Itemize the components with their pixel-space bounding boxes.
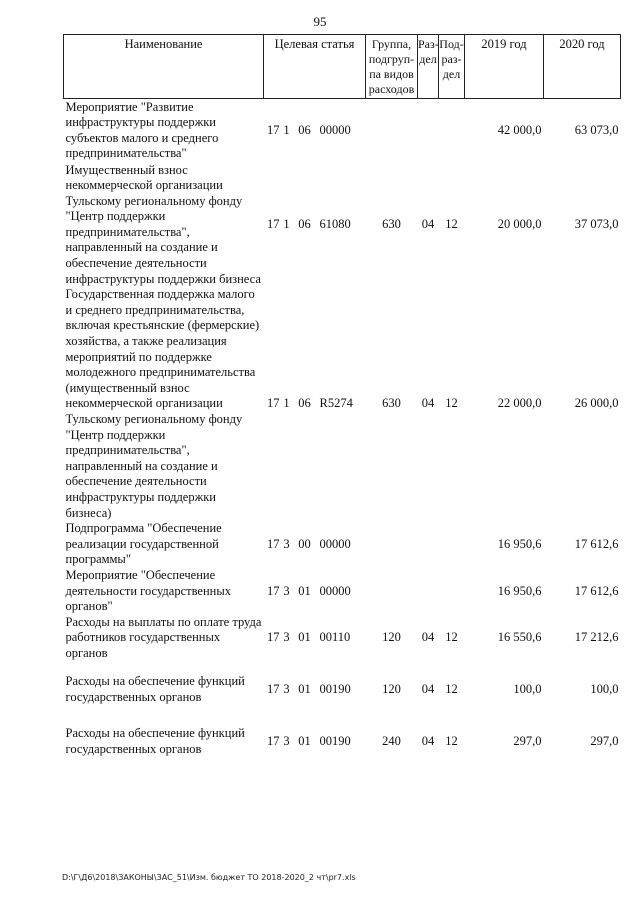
code-subprogram: 1: [283, 217, 290, 232]
row-subsection: [439, 521, 465, 568]
row-2020: 297,0: [590, 733, 619, 748]
row-2019: 42 000,0: [497, 122, 542, 137]
row-section: 04: [421, 681, 435, 696]
code-subprogram: 3: [283, 630, 290, 645]
code-subprogram: 3: [283, 583, 290, 598]
code-event: 00: [298, 536, 311, 551]
code-direction: 00190: [319, 733, 351, 748]
row-group: 120: [382, 630, 401, 645]
code-subprogram: 1: [283, 396, 290, 411]
row-target-code: [264, 615, 366, 662]
row-2019: 16 950,6: [497, 536, 542, 551]
code-event: 06: [298, 217, 311, 232]
row-name: Расходы на выплаты по оплате труда работников государственных органов: [65, 614, 262, 660]
row-section: [418, 521, 439, 568]
row-target-code: [264, 287, 366, 521]
page-number: 95: [313, 14, 327, 29]
row-name: Подпрограмма "Обеспечение реализации государственной программы": [65, 521, 222, 567]
table-row: [64, 163, 621, 288]
row-subsection: [439, 568, 465, 615]
file-path-footer: D:\Г\Д6\2018\ЗАКОНЫ\ЗАС_51\Изм. бюджет ТО 2018-2020_2 чт\pr7.xls: [62, 873, 356, 882]
row-target-code: [264, 662, 366, 718]
row-group: [366, 568, 418, 615]
header-2020: 2020 год: [544, 35, 621, 99]
row-section: [418, 568, 439, 615]
code-direction: 61080: [319, 217, 351, 232]
code-direction: 00000: [319, 536, 351, 551]
header-2019: 2019 год: [465, 35, 544, 99]
row-name: Мероприятие "Обеспечение деятельности государственных органов": [65, 567, 231, 614]
code-subprogram: 3: [283, 536, 290, 551]
code-event: 01: [298, 733, 311, 748]
row-target-code: [264, 99, 366, 163]
row-2019: 22 000,0: [497, 396, 542, 411]
row-subsection: 12: [445, 630, 458, 645]
code-event: 01: [298, 681, 311, 696]
code-subprogram: 1: [283, 122, 290, 137]
row-target-code: [264, 718, 366, 766]
code-event: 01: [298, 630, 311, 645]
row-2019: 20 000,0: [497, 217, 542, 232]
row-subsection: 12: [445, 396, 458, 411]
code-direction: 00110: [319, 630, 351, 645]
row-name: Мероприятие "Развитие инфраструктуры поддержки субъектов малого и среднего предпринимательства": [65, 99, 219, 161]
row-name: Расходы на обеспечение функций государственных органов: [65, 725, 245, 756]
row-2020: 63 073,0: [574, 122, 619, 137]
row-group: 630: [382, 217, 401, 232]
header-name: Наименование: [64, 35, 264, 99]
code-direction: R5274: [319, 396, 353, 411]
row-section: 04: [421, 396, 435, 411]
code-subprogram: 3: [283, 681, 290, 696]
row-group: 120: [382, 681, 401, 696]
code-direction: 00000: [319, 583, 351, 598]
code-subprogram: 3: [283, 733, 290, 748]
code-event: 06: [298, 122, 311, 137]
table-row: [64, 662, 621, 718]
code-program: 17: [267, 630, 280, 645]
header-section: Раз-дел: [418, 35, 439, 99]
row-2020: 17 212,6: [574, 630, 619, 645]
code-event: 01: [298, 583, 311, 598]
row-section: 04: [421, 733, 435, 748]
row-2020: 17 612,6: [574, 536, 619, 551]
row-name: Государственная поддержка малого и среднего предпринимательства, включая крестьянские (фермерские) хозяйства, а также реализация мероприятий по поддержке молодежного предпринимательства (имущественный взнос некоммерческой организации Тульскому региональному фонду "Центр поддержки предпринимательства", направленный на создание и обеспечение деятельности инфраструктуры поддержки бизнеса): [65, 287, 260, 520]
table-row: [64, 287, 621, 521]
code-program: 17: [267, 122, 280, 137]
code-direction: 00190: [319, 681, 351, 696]
table-row: [64, 568, 621, 615]
table-header-row: [64, 35, 621, 99]
table-row: [64, 521, 621, 568]
row-2020: 100,0: [590, 681, 619, 696]
code-direction: 00000: [319, 122, 351, 137]
row-target-code: [264, 521, 366, 568]
header-target-article: Целевая статья: [264, 35, 366, 99]
row-2019: 16 950,6: [497, 583, 542, 598]
row-name: Имущественный взнос некоммерческой организации Тульскому региональному фонду "Центр поддержки предпринимательства", направленный на создание и обеспечение деятельности инфраструктуры поддержки бизнеса: [65, 162, 261, 286]
row-section: [418, 99, 439, 163]
row-2019: 297,0: [513, 733, 542, 748]
row-section: 04: [421, 217, 435, 232]
row-group: 630: [382, 396, 401, 411]
code-program: 17: [267, 396, 280, 411]
row-2020: 17 612,6: [574, 583, 619, 598]
row-target-code: [264, 568, 366, 615]
code-program: 17: [267, 681, 280, 696]
header-subsection: Под-раз-дел: [439, 35, 465, 99]
row-2020: 26 000,0: [574, 396, 619, 411]
budget-table: [63, 34, 621, 766]
table-row: [64, 718, 621, 766]
row-subsection: 12: [445, 217, 458, 232]
code-program: 17: [267, 217, 280, 232]
header-expense-group: Группа, подгруп-па видов расходов: [366, 35, 418, 99]
row-section: 04: [421, 630, 435, 645]
row-group: [366, 99, 418, 163]
row-group: [366, 521, 418, 568]
code-program: 17: [267, 536, 280, 551]
row-target-code: [264, 163, 366, 288]
code-event: 06: [298, 396, 311, 411]
table-row: [64, 99, 621, 163]
row-2019: 100,0: [513, 681, 542, 696]
code-program: 17: [267, 583, 280, 598]
table-row: [64, 615, 621, 662]
row-2019: 16 550,6: [497, 630, 542, 645]
row-group: 240: [382, 733, 401, 748]
row-name: Расходы на обеспечение функций государственных органов: [65, 673, 245, 704]
row-2020: 37 073,0: [574, 217, 619, 232]
code-program: 17: [267, 733, 280, 748]
row-subsection: [439, 99, 465, 163]
row-subsection: 12: [445, 681, 458, 696]
row-subsection: 12: [445, 733, 458, 748]
